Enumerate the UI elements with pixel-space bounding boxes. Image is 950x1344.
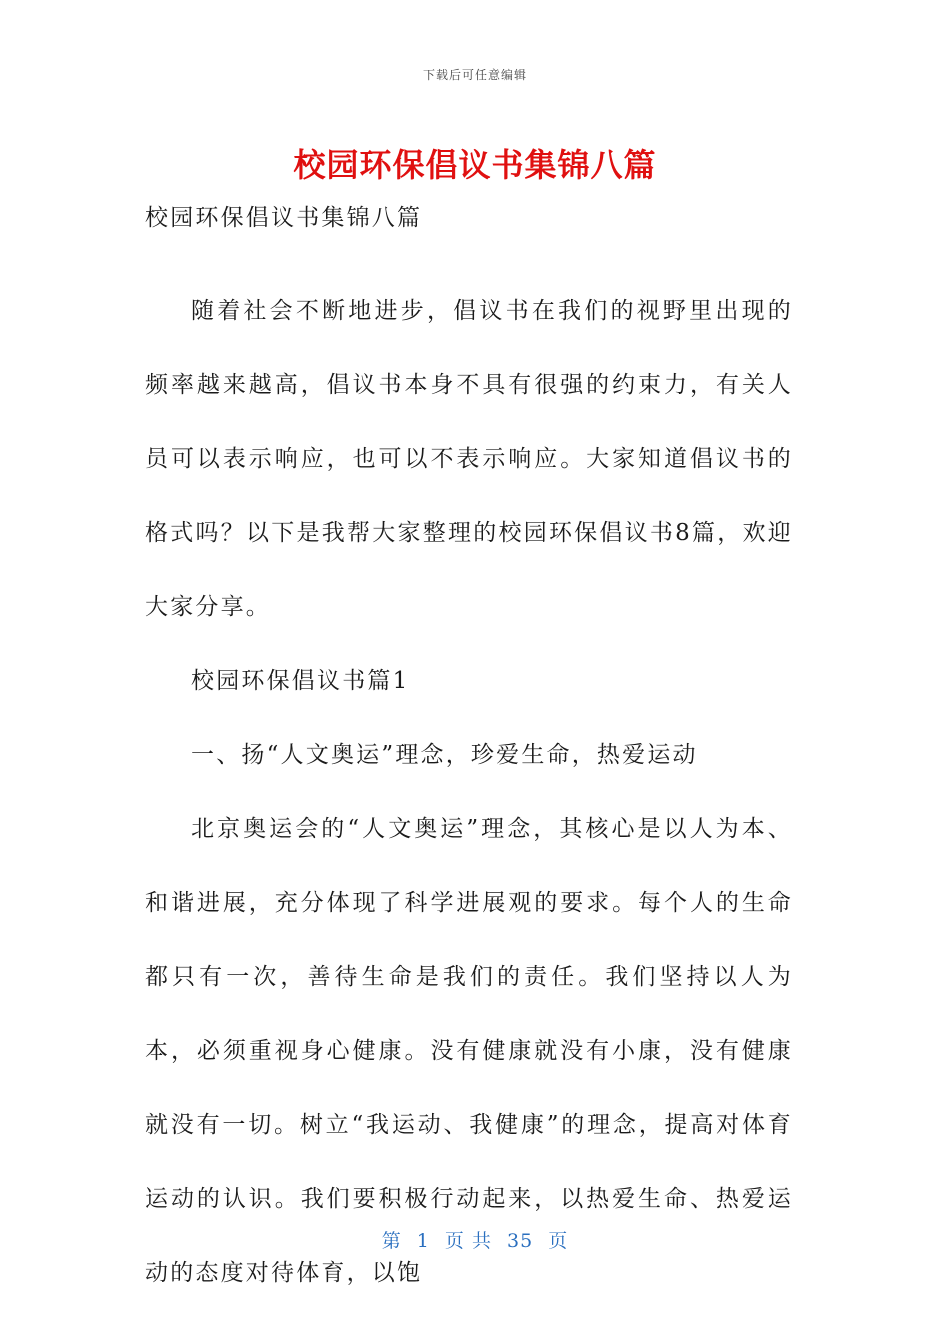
body-paragraph: 北京奥运会的“人文奥运”理念，其核心是以人为本、和谐进展，充分体现了科学进展观的要求。每个人的生命都只有一次，善待生命是我们的责任。我们坚持以人为本，必须重视身心健康。没有健康就没有小康，没有健康就没有一切。树立“我运动、我健康”的理念，提高对体育运动的认识。我们要积极行动起来，以热爱生命、热爱运动的态度对待体育，以饱 — [145, 816, 793, 1286]
body-paragraphs — [145, 274, 793, 1310]
document-subtitle: 校园环保倡议书集锦八篇 — [145, 205, 423, 231]
document-title: 校园环保倡议书集锦八篇 — [293, 146, 657, 184]
footer-total-pages: 35 — [507, 1230, 534, 1252]
intro-paragraph: 随着社会不断地进步，倡议书在我们的视野里出现的频率越来越高，倡议书本身不具有很强的约束力，有关人员可以表示响应，也可以不表示响应。大家知道倡议书的格式吗？以下是我帮大家整理的校园环保倡议书8篇，欢迎大家分享。 — [145, 298, 793, 620]
subsection-heading: 一、扬“人文奥运”理念，珍爱生命，热爱运动 — [191, 742, 698, 768]
page-footer — [0, 1226, 950, 1253]
footer-page-number: 1 — [416, 1230, 430, 1252]
section-heading: 校园环保倡议书篇1 — [191, 668, 410, 694]
document-body — [145, 200, 793, 1310]
footer-prefix: 第 — [381, 1230, 402, 1252]
footer-suffix: 页 — [548, 1230, 569, 1252]
footer-middle: 页 共 — [444, 1230, 492, 1252]
header-note: 下载后可任意编辑 — [422, 68, 527, 82]
